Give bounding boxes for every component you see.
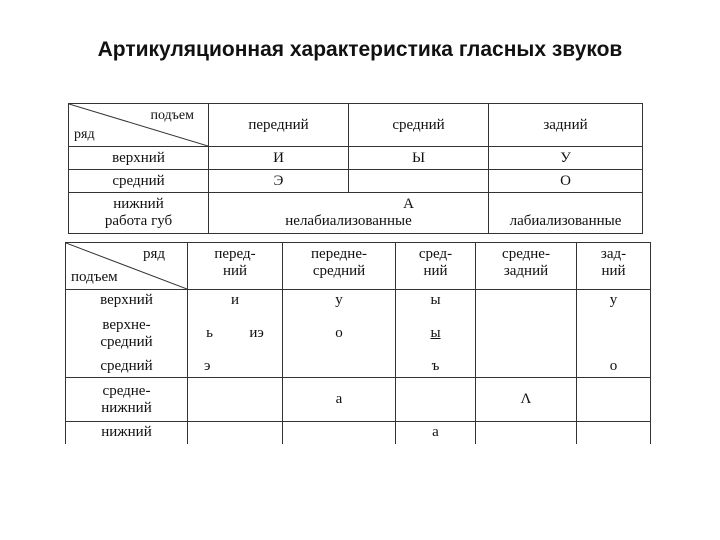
cell: о bbox=[577, 356, 651, 378]
cell: ы bbox=[396, 312, 476, 356]
corner-top-label: ряд bbox=[142, 246, 165, 262]
cell: Λ bbox=[476, 378, 577, 422]
cell: ы bbox=[396, 290, 476, 312]
cell-empty bbox=[577, 312, 651, 356]
row-label: средне- нижний bbox=[66, 378, 188, 422]
row-label-lower: нижний bbox=[113, 196, 164, 212]
cell: У bbox=[489, 147, 643, 170]
cell-empty bbox=[577, 378, 651, 422]
lips-rounded: лабиализованные bbox=[509, 213, 622, 229]
cell: а bbox=[396, 422, 476, 444]
row-label: верхне- средний bbox=[66, 312, 188, 356]
header-mid: средний bbox=[349, 104, 489, 147]
header-back: задний bbox=[489, 104, 643, 147]
cell: и bbox=[188, 290, 283, 312]
header-back-mid: средне- задний bbox=[476, 243, 577, 290]
corner-top-label: подъем bbox=[150, 108, 194, 123]
cell-empty bbox=[188, 378, 283, 422]
vowel-table-detailed bbox=[65, 242, 651, 444]
cell: у bbox=[283, 290, 396, 312]
lips-unrounded: нелабиализованные bbox=[285, 213, 412, 229]
cell bbox=[349, 170, 489, 193]
row-label-lips: работа губ bbox=[104, 213, 173, 229]
header-front-mid: передне- средний bbox=[283, 243, 396, 290]
cell-rounded bbox=[489, 193, 643, 234]
cell-empty bbox=[283, 356, 396, 378]
cell: И bbox=[209, 147, 349, 170]
vowel-table-simple bbox=[68, 103, 643, 234]
cell: ь иэ bbox=[188, 312, 283, 356]
cell-unrounded bbox=[209, 193, 489, 234]
row-label: нижний bbox=[66, 422, 188, 444]
table-row bbox=[66, 378, 651, 422]
header-front: передний bbox=[209, 104, 349, 147]
corner-bottom-label: подъем bbox=[71, 269, 118, 285]
cell-empty bbox=[577, 422, 651, 444]
row-label: верхний bbox=[66, 290, 188, 312]
cell: О bbox=[489, 170, 643, 193]
corner-cell bbox=[69, 104, 209, 147]
cell-empty bbox=[476, 290, 577, 378]
header-back: зад- ний bbox=[577, 243, 651, 290]
row-label: средний bbox=[69, 170, 209, 193]
cell: э bbox=[188, 356, 283, 378]
cell: а bbox=[283, 378, 396, 422]
cell: о bbox=[283, 312, 396, 356]
cell: Ы bbox=[349, 147, 489, 170]
row-label: средний bbox=[66, 356, 188, 378]
cell: Э bbox=[209, 170, 349, 193]
cell-empty bbox=[396, 378, 476, 422]
cell-empty bbox=[283, 422, 396, 444]
cell: ъ bbox=[396, 356, 476, 378]
slide-title: Артикуляционная характеристика гласных звуков bbox=[97, 38, 623, 61]
cell-empty bbox=[476, 422, 577, 444]
header-front: перед- ний bbox=[188, 243, 283, 290]
row-label: верхний bbox=[69, 147, 209, 170]
table-row bbox=[66, 290, 651, 312]
header-mid: сред- ний bbox=[396, 243, 476, 290]
corner-cell bbox=[66, 243, 188, 290]
table-row bbox=[69, 147, 643, 170]
table-row bbox=[66, 422, 651, 444]
cell-empty bbox=[188, 422, 283, 444]
table-row bbox=[69, 193, 643, 234]
corner-bottom-label: ряд bbox=[74, 127, 95, 142]
table-row bbox=[69, 170, 643, 193]
cell: у bbox=[577, 290, 651, 312]
cell: А bbox=[403, 196, 414, 212]
row-label bbox=[69, 193, 209, 234]
